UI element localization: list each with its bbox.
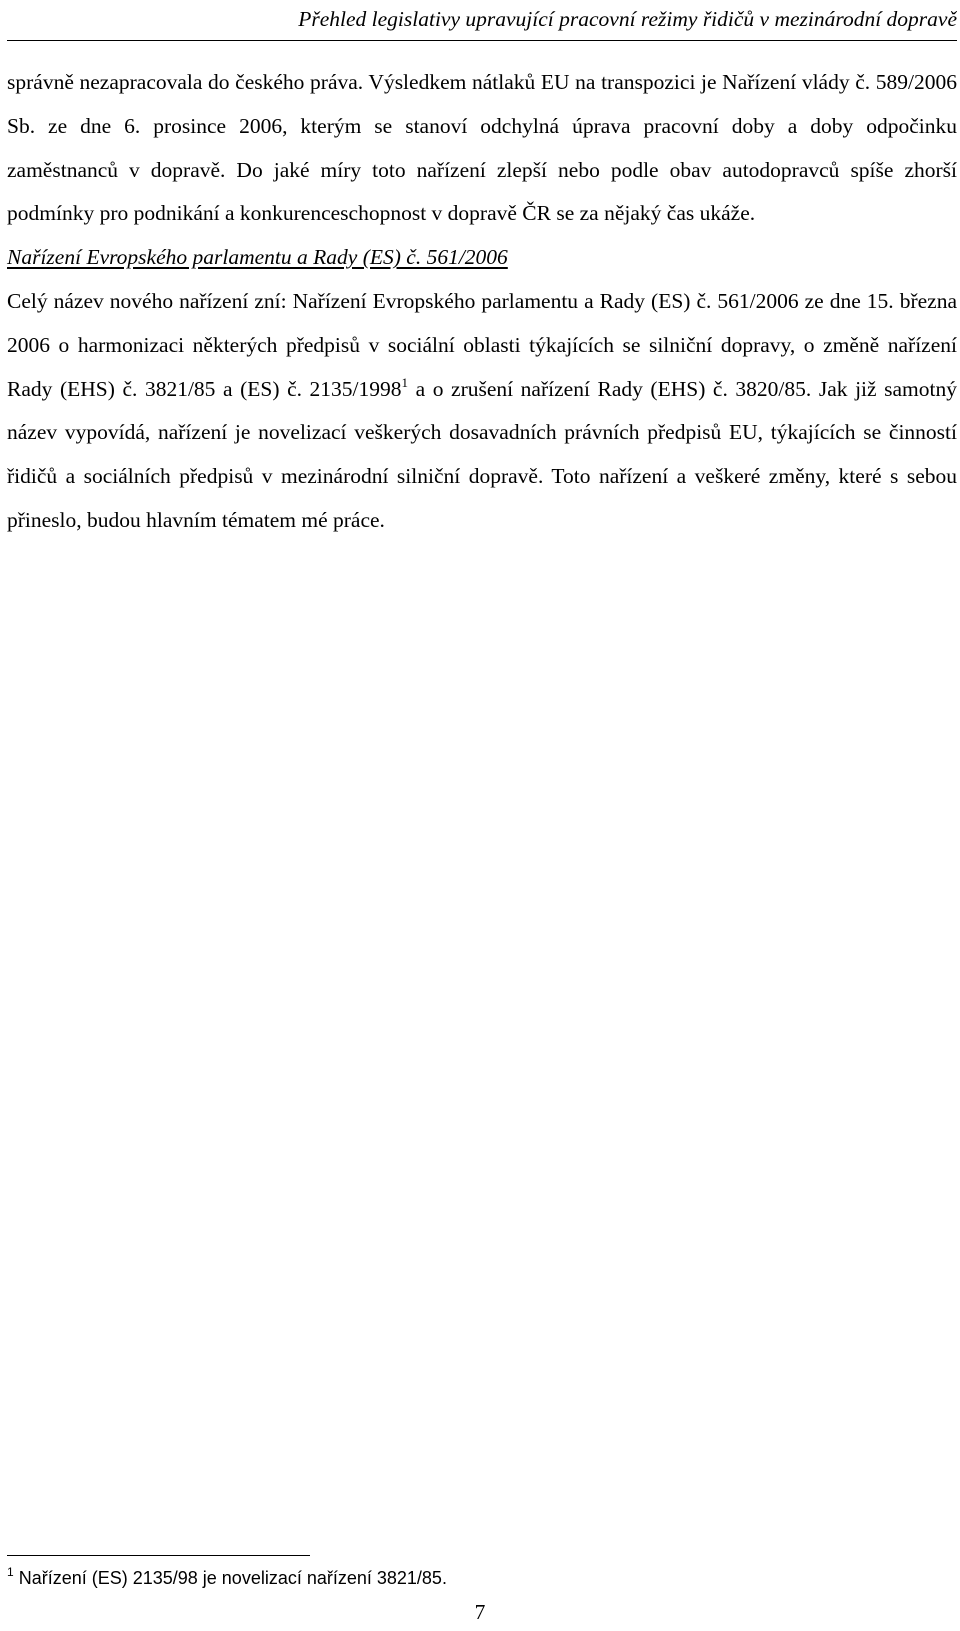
paragraph-2 bbox=[7, 280, 957, 543]
body-text bbox=[7, 61, 957, 543]
footnote bbox=[7, 1565, 947, 1591]
paragraph-2-part-2: a o zrušení nařízení Rady (EHS) č. 3820/85. Jak již samotný název vypovídá, nařízení je novelizací veškerých dosavadních právních předpisů EU, týkajících se činností řidičů a sociálních předpisů v mezinárodní silniční dopravě. Toto nařízení a veškeré změny, které s sebou přineslo, budou hlavním tématem mé práce. bbox=[7, 376, 957, 532]
footnote-reference: 1 bbox=[401, 374, 409, 390]
footnote-rule bbox=[7, 1555, 310, 1556]
footnote-text: Nařízení (ES) 2135/98 je novelizací nařízení 3821/85. bbox=[13, 1568, 447, 1588]
running-header: Přehled legislativy upravující pracovní režimy řidičů v mezinárodní dopravě bbox=[298, 7, 957, 31]
header-rule bbox=[7, 40, 957, 41]
paragraph-1: správně nezapracovala do českého práva. Výsledkem nátlaků EU na transpozici je Nařízení vlády č. 589/2006 Sb. ze dne 6. prosince 2006, kterým se stanoví odchylná úprava pracovní doby a doby odpočinku zaměstnanců v dopravě. Do jaké míry toto nařízení zlepší nebo podle obav autodopravců spíše zhorší podmínky pro podnikání a konkurenceschopnost v dopravě ČR se za nějaký čas ukáže. bbox=[7, 70, 957, 226]
footnote-marker: 1 bbox=[7, 1565, 14, 1579]
section-heading: Nařízení Evropského parlamentu a Rady (ES) č. 561/2006 bbox=[7, 245, 508, 270]
page-number: 7 bbox=[474, 1600, 486, 1624]
paragraph-2-part-1: Celý název nového nařízení zní: Nařízení Evropského parlamentu a Rady (ES) č. 561/2006 ze dne 15. března 2006 o harmonizaci některých předpisů v sociální oblasti týkajících se silniční dopravy, o změně nařízení Rady (EHS) č. 3821/85 a (ES) č. 2135/1998 bbox=[7, 288, 957, 401]
